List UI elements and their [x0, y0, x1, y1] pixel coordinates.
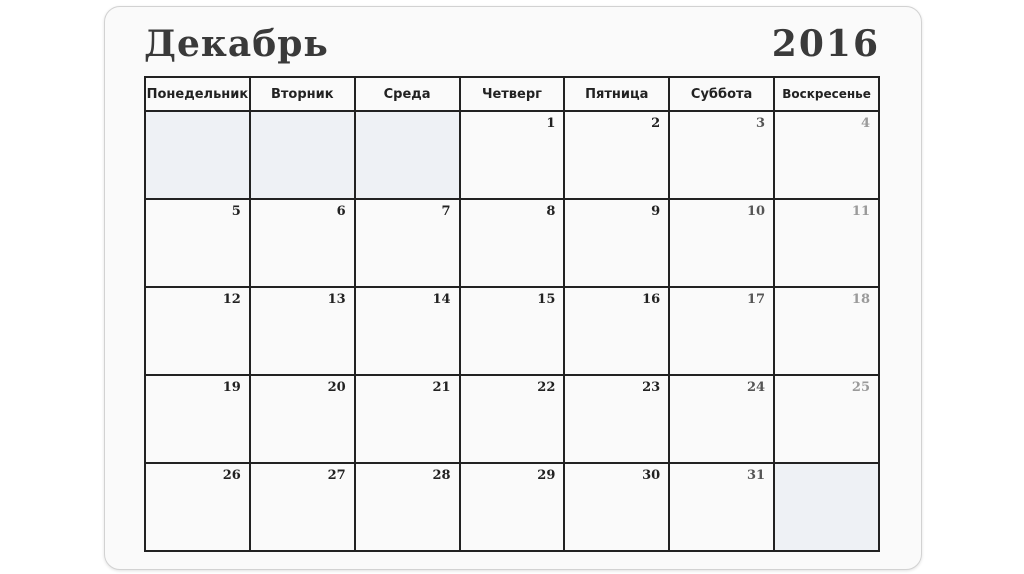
day-cell: 3: [669, 111, 774, 199]
day-cell: 1: [460, 111, 565, 199]
day-cell-empty: [250, 111, 355, 199]
day-cell-empty: [355, 111, 460, 199]
day-cell: 18: [774, 287, 879, 375]
day-cell: 25: [774, 375, 879, 463]
day-cell: 28: [355, 463, 460, 551]
day-cell: 14: [355, 287, 460, 375]
day-cell: 30: [564, 463, 669, 551]
day-cell: 24: [669, 375, 774, 463]
day-cell: 20: [250, 375, 355, 463]
day-cell: 21: [355, 375, 460, 463]
year-title: 2016: [771, 23, 880, 65]
weekday-monday: Понедельник: [145, 77, 250, 111]
weekday-wednesday: Среда: [355, 77, 460, 111]
day-cell: 10: [669, 199, 774, 287]
weekday-tuesday: Вторник: [250, 77, 355, 111]
day-cell: 8: [460, 199, 565, 287]
calendar-grid: [144, 76, 880, 552]
weekday-sunday: Воскресенье: [774, 77, 879, 111]
day-cell: 19: [145, 375, 250, 463]
week-row: [145, 199, 879, 287]
day-cell: 23: [564, 375, 669, 463]
weekday-thursday: Четверг: [460, 77, 565, 111]
day-cell: 2: [564, 111, 669, 199]
weekday-header-row: [145, 77, 879, 111]
month-title: Декабрь: [144, 23, 329, 65]
day-cell: 9: [564, 199, 669, 287]
day-cell: 7: [355, 199, 460, 287]
day-cell: 12: [145, 287, 250, 375]
day-cell: 22: [460, 375, 565, 463]
week-row: [145, 375, 879, 463]
day-cell: 17: [669, 287, 774, 375]
day-cell: 16: [564, 287, 669, 375]
day-cell: 29: [460, 463, 565, 551]
day-cell: 5: [145, 199, 250, 287]
week-row: [145, 463, 879, 551]
weekday-friday: Пятница: [564, 77, 669, 111]
week-row: [145, 111, 879, 199]
weekday-saturday: Суббота: [669, 77, 774, 111]
day-cell: 13: [250, 287, 355, 375]
day-cell: 6: [250, 199, 355, 287]
day-cell-empty: [145, 111, 250, 199]
day-cell-empty: [774, 463, 879, 551]
week-row: [145, 287, 879, 375]
day-cell: 11: [774, 199, 879, 287]
day-cell: 27: [250, 463, 355, 551]
day-cell: 26: [145, 463, 250, 551]
day-cell: 15: [460, 287, 565, 375]
day-cell: 4: [774, 111, 879, 199]
day-cell: 31: [669, 463, 774, 551]
